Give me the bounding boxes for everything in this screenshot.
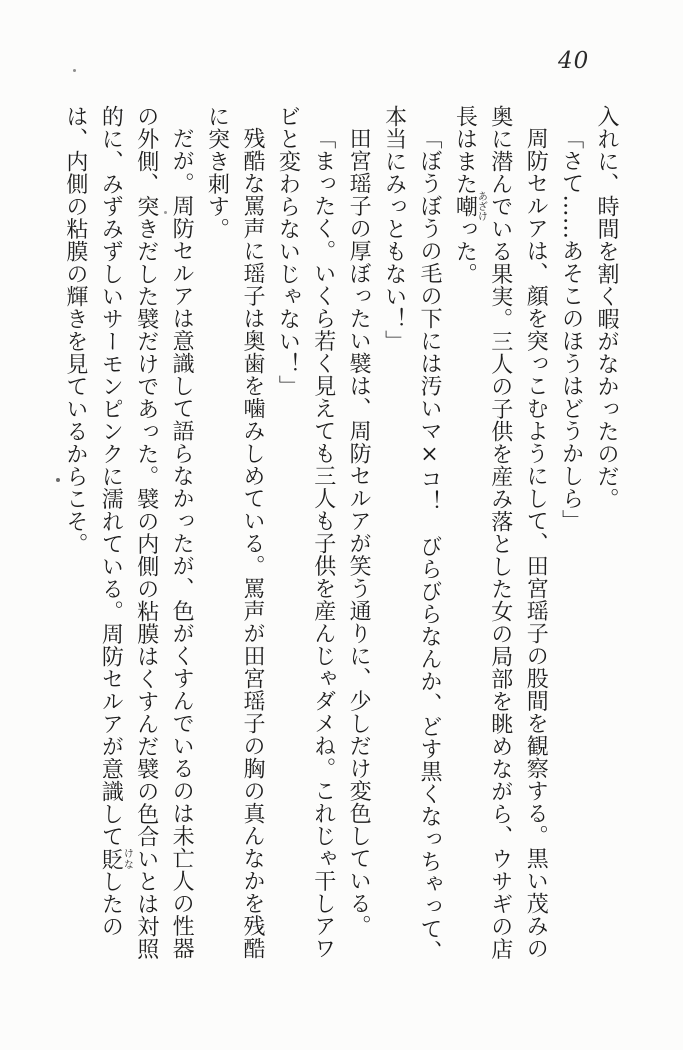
furigana-annotated-text: 貶けな (98, 847, 133, 870)
paragraph: だが。周防セルアは意識して語らなかったが、色がくすんでいるのは未亡人の性器の外側、突きだした襞だけであった。襞の内側の粘膜はくすんだ襞の色合いとは対照的に、みずみずしいサーモンピンクに濡れている。周防セルアが意識して貶けなしたのは、内側の粘膜の輝きを見ているからこそ。 (62, 105, 195, 960)
paragraph: 田宮瑶子の厚ぼったい襞は、周防セルアが笑う通りに、少しだけ変色している。 (346, 127, 372, 937)
scan-speck (164, 211, 167, 214)
paragraph: 入れに、時間を割く暇がなかったのだ。 (594, 105, 619, 510)
paragraph: 「まったく。いくら若く見えても三人も子供を産んじゃダメね。これじゃ干しアワビと変わらないじゃない！」 (275, 105, 336, 960)
paragraph: 残酷な罵声に瑶子は奥歯を噛みしめている。罵声が田宮瑶子の胸の真んなかを残酷に突き刺す。 (204, 105, 265, 960)
scan-speck (73, 69, 76, 72)
paragraph: 「ぼうぼうの毛の下には汚いマ×コ！ びらびらなんか、どす黒くなっちゃって、本当にみっともない！」 (381, 105, 442, 963)
scan-speck (56, 478, 60, 482)
paragraph: 「さて……あそこのほうはどうかしら」 (558, 127, 584, 532)
text-block (58, 105, 625, 963)
furigana-annotated-text: 嘲あざけ (452, 191, 487, 222)
page-number: 40 (558, 48, 590, 74)
paragraph: 周防セルアは、顔を突っこむようにして、田宮瑶子の股間を観察する。黒い茂みの奥に潜んでいる果実。三人の子供を産み落とした女の局部を眺めながら、ウサギの店長はまた嘲あざけった。 (452, 105, 549, 960)
